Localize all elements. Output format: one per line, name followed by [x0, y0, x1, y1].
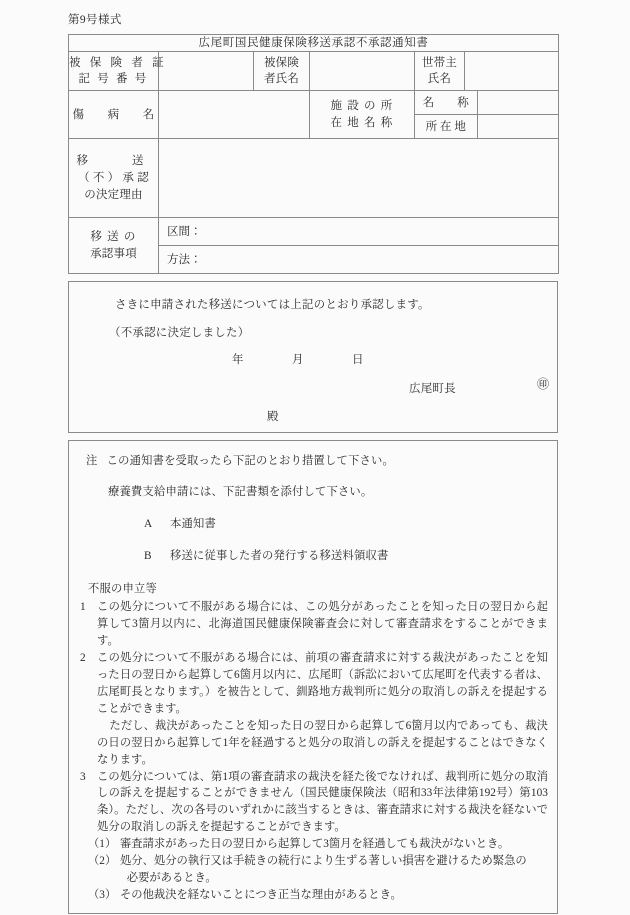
appeal-item-list: [78, 599, 548, 836]
declaration-issuer: 広尾町長: [409, 383, 456, 396]
insured-name-label: 被保険 者氏名: [254, 52, 310, 91]
decision-reason-value[interactable]: [159, 139, 559, 218]
notes-attachment-item: [144, 548, 548, 565]
table-row-title: [69, 34, 559, 52]
approval-items-label: 移 送 の 承認事項: [69, 218, 159, 274]
appeal-item-number: 3: [80, 770, 86, 783]
notes-attachment-marker: A: [144, 518, 153, 531]
document-title: 広尾町国民健康保険移送承認不承認通知書: [69, 34, 559, 52]
appeal-item-paragraph: この処分については、第1項の審査請求の裁決を経た後でなければ、裁判所に処分の取消しの訴えを提起することができません（国民健康保険法（昭和33年法律第192号）第103条）。ただし、次の各号のいずれかに該当するときは、審査請求に対する裁決を経ないで処分の取消しの訴えを提起することができます。: [97, 770, 548, 834]
approval-method-cell[interactable]: [159, 246, 559, 274]
appeal-subitem: [78, 853, 548, 887]
appeal-item: [78, 650, 548, 769]
table-row-insured: [69, 52, 559, 91]
facility-name-value[interactable]: [477, 91, 558, 115]
appeal-subitem: [78, 887, 548, 904]
table-row-approval-section: [69, 218, 559, 246]
declaration-date-line: [232, 351, 364, 367]
appeal-subitem-line: 処分、処分の執行又は手続きの続行により生ずる著しい損害を避けるため緊急の: [120, 855, 527, 868]
declaration-box: [68, 281, 558, 433]
declaration-approve-text: さきに申請された移送については上記のとおり承認します。: [115, 299, 430, 312]
appeal-subitem-list: [78, 836, 548, 904]
appeal-subitem-number: （1）: [88, 838, 117, 851]
appeal-item-number: 2: [80, 651, 86, 664]
date-day-label: 日: [352, 354, 364, 367]
table-row-disease: [69, 91, 559, 139]
form-number: 第9号様式: [68, 14, 122, 26]
appeal-section-title: 不服の申立等: [88, 583, 157, 596]
approval-section-cell[interactable]: [159, 218, 559, 246]
facility-details-cell: [415, 91, 559, 139]
appeal-subitem-number: （3）: [88, 889, 117, 902]
appeal-item-paragraph: この処分について不服がある場合には、この処分があったことを知った日の翌日から起算して3箇月以内に、北海道国民健康保険審査会に対して審査請求をすることができます。: [97, 601, 548, 648]
notes-box: [68, 440, 558, 914]
appeal-item-paragraph: ただし、裁決があったことを知った日の翌日から起算して6箇月以内であっても、裁決の日の翌日から起算して1年を経過すると処分の取消しの訴えを提起することはできなくなります。: [97, 719, 548, 766]
appeal-subitem-line: その他裁決を経ないことにつき正当な理由があるとき。: [120, 889, 402, 902]
facility-name-label: 名 称: [415, 91, 477, 115]
appeal-item-paragraph: この処分について不服がある場合には、前項の審査請求に対する裁決があったことを知った日の翌日から起算して6箇月以内に、広尾町（訴訟において広尾町を代表する者は、広尾町長となります。）を被告として、釧路地方裁判所に処分の取消しの訴えを提起することができます。: [97, 651, 548, 715]
notes-attachment-text: 本通知書: [170, 518, 216, 531]
declaration-deny-text: （不承認に決定しました）: [109, 327, 250, 340]
householder-name-value[interactable]: [465, 52, 559, 91]
notes-attachment-marker: B: [144, 550, 152, 563]
table-row-decision-reason: [69, 139, 559, 218]
appeal-item: [78, 769, 548, 837]
disease-name-label: 傷 病 名: [69, 91, 159, 139]
insured-card-number-label: 被 保 険 者 証 記 号 番 号: [69, 52, 159, 91]
appeal-item: [78, 599, 548, 650]
notes-head-marker: 注: [86, 455, 98, 468]
main-form-table: [68, 34, 559, 275]
facility-address-label: 所 在 地: [415, 115, 477, 139]
appeal-subitem-line: 審査請求があった日の翌日から起算して3箇月を経過しても裁決がないとき。: [120, 838, 510, 851]
notes-attachment-item: [144, 516, 548, 533]
householder-name-label: 世帯主 氏名: [415, 52, 465, 91]
appeal-subitem-line: 必要があるとき。: [126, 872, 217, 885]
facility-address-row: [415, 115, 558, 139]
insured-name-value[interactable]: [310, 52, 415, 91]
facility-address-value[interactable]: [477, 115, 558, 139]
seal-icon: ㊞: [536, 377, 549, 392]
notes-sub-text: 療養費支給申請には、下記書類を添付して下さい。: [108, 486, 373, 499]
appeal-subitem-number: （2）: [88, 855, 117, 868]
facility-name-row: [415, 91, 558, 115]
date-month-label: 月: [292, 354, 304, 367]
approval-section-label: 区間：: [167, 225, 202, 238]
appeal-subitem: [78, 836, 548, 853]
notes-attachment-text: 移送に従事した者の発行する移送料領収書: [170, 550, 389, 563]
insured-card-number-value[interactable]: [159, 52, 254, 91]
notes-head-text: この通知書を受取ったら下記のとおり措置して下さい。: [106, 455, 395, 468]
notes-head-line: [86, 453, 548, 470]
facility-details-table: [415, 91, 558, 138]
appeal-item-number: 1: [80, 601, 86, 614]
date-year-label: 年: [232, 354, 244, 367]
decision-reason-label: 移 送 （ 不 ） 承 認 の決定理由: [69, 139, 159, 218]
disease-name-value[interactable]: [159, 91, 310, 139]
facility-location-label: 施 設 の 所 在 地 名 称: [310, 91, 415, 139]
approval-method-label: 方法：: [167, 253, 202, 266]
declaration-addressee-suffix: 殿: [267, 411, 279, 424]
